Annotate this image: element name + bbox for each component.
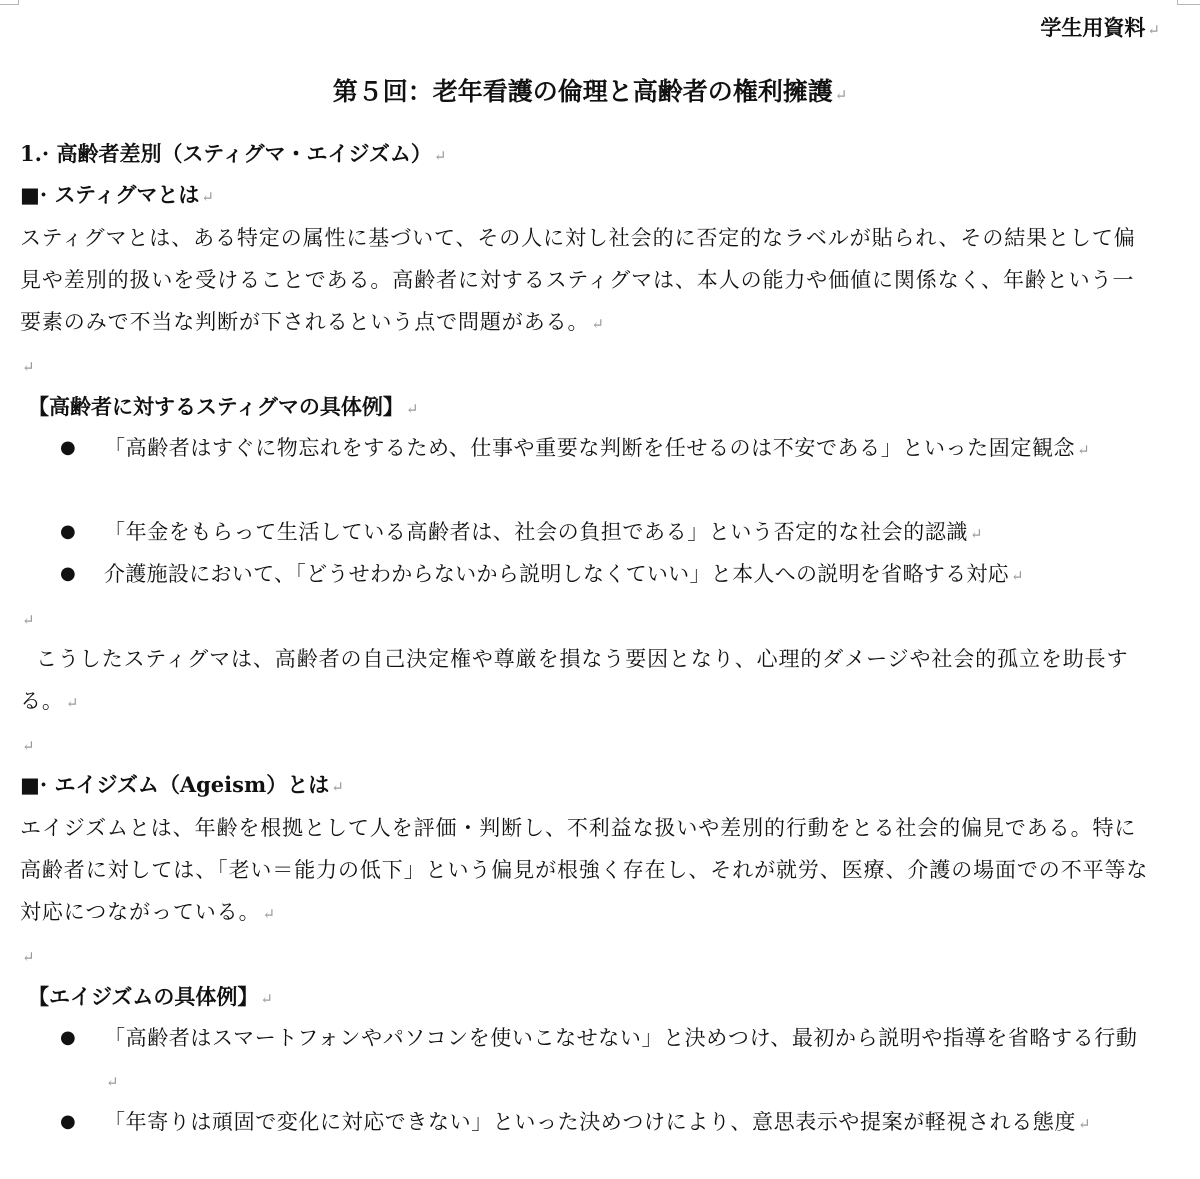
list-item-text-content: 介護施設において、「どうせわからないから説明しなくていい」と本人への説明を省略する対応 bbox=[104, 562, 1009, 586]
stigma-examples-heading-text: 【高齢者に対するスティグマの具体例】 bbox=[28, 394, 404, 419]
page-corner-mark-left bbox=[0, 0, 19, 5]
ageism-examples-heading-text: 【エイジズムの具体例】 bbox=[28, 984, 259, 1009]
page-corner-mark-right bbox=[1177, 0, 1200, 5]
ageism-definition-text: エイジズムとは、年齢を根拠として人を評価・判断し、不利益な扱いや差別的行動をとる社会的偏見である。特に高齢者に対しては、「老い＝能力の低下」という偏見が根強く存在し、それが就労、医療、介護の場面での不平等な対応につながっている。 bbox=[20, 816, 1149, 924]
stigma-definition-text: スティグマとは、ある特定の属性に基づいて、その人に対し社会的に否定的なラベルが貼られ、その結果として偏見や差別的扱いを受けることである。高齢者に対するスティグマは、本人の能力や価値に関係なく、年齢という一要素のみで不当な判断が下されるという点で問題がある。 bbox=[20, 226, 1136, 334]
list-item-text-content: 「高齢者はすぐに物忘れをするため、仕事や重要な判断を任せるのは不安である」といった固定観念 bbox=[104, 436, 1076, 460]
bullet-icon: ● bbox=[60, 1027, 76, 1048]
paragraph-mark-icon: ↵ bbox=[1010, 567, 1024, 585]
list-item-text bbox=[104, 427, 1152, 471]
page-title bbox=[20, 72, 1160, 108]
empty-paragraph bbox=[20, 603, 35, 635]
paragraph-mark-icon: ↵ bbox=[1077, 441, 1091, 459]
paragraph-mark-icon: ↵ bbox=[22, 358, 35, 376]
paragraph-mark-icon: ↵ bbox=[22, 948, 35, 966]
stigma-conclusion bbox=[20, 638, 1150, 724]
empty-paragraph bbox=[20, 350, 35, 382]
stigma-heading-text: ■· スティグマとは bbox=[20, 182, 200, 207]
list-item-text bbox=[104, 1101, 1152, 1145]
header-label-text: 学生用資料 bbox=[1040, 15, 1146, 40]
paragraph-mark-icon: ↵ bbox=[433, 147, 447, 165]
paragraph-mark-icon: ↵ bbox=[65, 694, 80, 712]
bullet-icon: ● bbox=[60, 563, 76, 584]
stigma-heading bbox=[20, 180, 214, 212]
paragraph-mark-icon: ↵ bbox=[22, 611, 35, 629]
stigma-conclusion-text: こうしたスティグマは、高齢者の自己決定権や尊厳を損なう要因となり、心理的ダメージや社会的孤立を助長する。 bbox=[20, 647, 1129, 713]
paragraph-mark-icon: ↵ bbox=[1147, 21, 1160, 39]
ageism-examples-heading bbox=[28, 982, 273, 1014]
list-item-text-content: 「年寄りは頑固で変化に対応できない」といった決めつけにより、意思表示や提案が軽視される態度 bbox=[104, 1110, 1076, 1134]
paragraph-mark-icon: ↵ bbox=[1078, 1115, 1092, 1133]
paragraph-mark-icon: ↵ bbox=[331, 778, 344, 796]
stigma-definition bbox=[20, 217, 1150, 345]
empty-paragraph bbox=[20, 729, 35, 761]
list-item-text bbox=[104, 511, 1152, 555]
empty-paragraph bbox=[20, 940, 35, 972]
paragraph-mark-icon: ↵ bbox=[405, 400, 419, 418]
section-heading bbox=[20, 139, 446, 171]
list-item-text-content: 「高齢者はスマートフォンやパソコンを使いこなせない」と決めつけ、最初から説明や指導を省略する行動 bbox=[104, 1026, 1138, 1050]
section-heading-text: 1.· 高齢者差別（スティグマ・エイジズム） bbox=[20, 141, 432, 166]
list-item-text bbox=[104, 1017, 1152, 1103]
bullet-icon: ● bbox=[60, 437, 76, 458]
paragraph-mark-icon: ↵ bbox=[591, 315, 605, 333]
page-title-text: 第５回：老年看護の倫理と高齢者の権利擁護 bbox=[332, 77, 833, 106]
ageism-heading bbox=[20, 770, 344, 802]
paragraph-mark-icon: ↵ bbox=[260, 990, 273, 1008]
ageism-definition bbox=[20, 807, 1150, 935]
paragraph-mark-icon: ↵ bbox=[262, 905, 276, 923]
header-label bbox=[1040, 12, 1160, 42]
list-item-text-content: 「年金をもらって生活している高齢者は、社会の負担である」という否定的な社会的認識 bbox=[104, 520, 968, 544]
list-item-text bbox=[104, 553, 1152, 597]
paragraph-mark-icon: ↵ bbox=[970, 525, 984, 543]
paragraph-mark-icon: ↵ bbox=[834, 86, 848, 104]
paragraph-mark-icon: ↵ bbox=[201, 188, 214, 206]
bullet-icon: ● bbox=[60, 1111, 76, 1132]
ageism-heading-text: ■· エイジズム（Ageism）とは bbox=[20, 772, 330, 797]
bullet-icon: ● bbox=[60, 521, 76, 542]
paragraph-mark-icon: ↵ bbox=[22, 737, 35, 755]
stigma-examples-heading bbox=[28, 392, 418, 424]
paragraph-mark-icon: ↵ bbox=[106, 1073, 120, 1091]
